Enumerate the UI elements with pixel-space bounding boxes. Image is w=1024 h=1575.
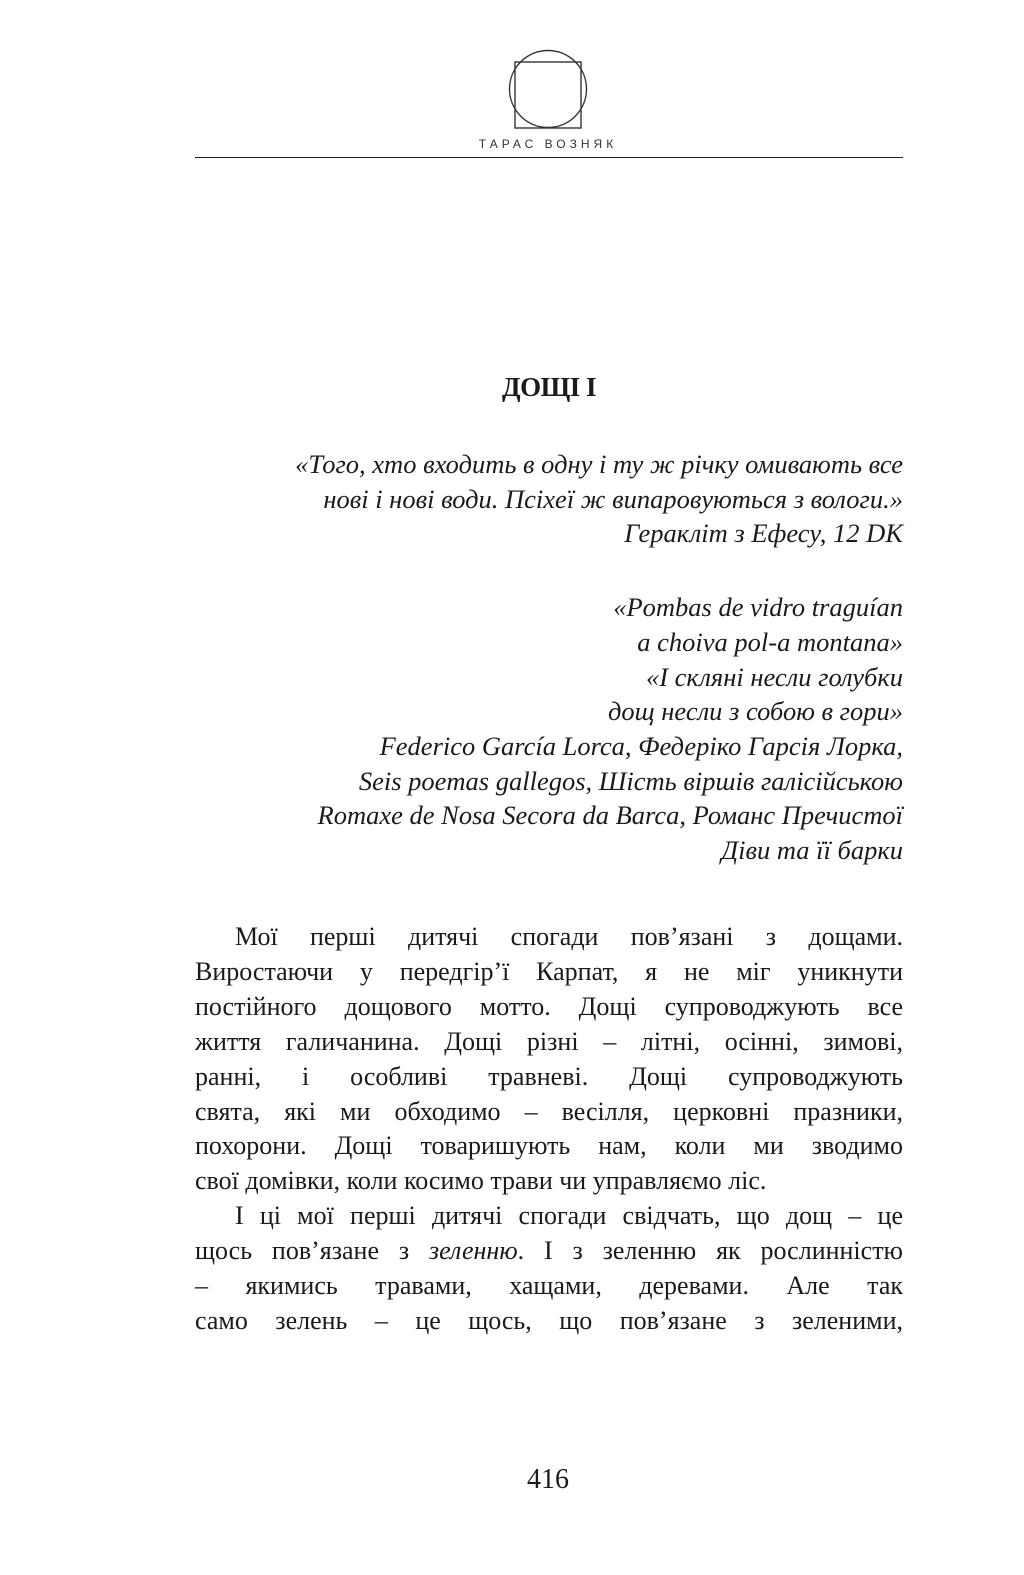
text-line: – якимись травами, хащами, деревами. Але так: [195, 1271, 903, 1301]
epigraph-attribution: Діви та її барки: [721, 835, 903, 866]
text-line: Мої перші дитячі спогади пов’язані з дощами.: [235, 922, 903, 951]
author-logo: [508, 48, 588, 130]
epigraph-attribution: Seis poemas gallegos, Шість віршів галісійською: [358, 765, 903, 796]
text-line: Виростаючи у передгір’ї Карпат, я не міг уникнути: [195, 956, 903, 986]
text-line: свої домівки, коли косимо трави чи управляємо ліс.: [195, 1166, 767, 1196]
paragraph-1: [195, 920, 903, 1199]
epigraph-line: «І скляні несли голубки: [645, 661, 903, 692]
epigraph-line: a choiva pol-a montana»: [637, 626, 903, 657]
epigraph-line: нові і нові води. Псіхеї ж випаровуються з вологи.»: [323, 483, 903, 514]
epigraph-line: дощ несли з собою в гори»: [607, 696, 903, 727]
epigraph-line: «Pombas de vidro traguían: [613, 592, 903, 623]
running-header-author: ТАРАС ВОЗНЯК: [478, 137, 618, 151]
text-line: [195, 1234, 903, 1269]
text-line: життя галичанина. Дощі різні – літні, осінні, зимові,: [195, 1026, 903, 1056]
epigraph-attribution: Federico García Lorca, Федеріко Гарсія Лорка,: [379, 730, 903, 761]
page-number: 416: [527, 1464, 569, 1495]
body-text: [195, 920, 903, 1339]
epigraph-lorca: [195, 590, 903, 868]
text-run: . І з зеленню як рослинністю: [517, 1236, 903, 1266]
emphasis: зеленню: [428, 1236, 518, 1266]
text-line: ранні, і особливі травневі. Дощі супроводжують: [195, 1061, 903, 1091]
text-line: само зелень – це щось, що пов’язане з зеленими,: [195, 1305, 903, 1335]
epigraph-attribution: Romaxe de Nosa Secora da Barca, Романс Пречистої: [317, 800, 903, 831]
paragraph-2: [195, 1199, 903, 1339]
text-line: І ці мої перші дитячі спогади свідчать, що дощ – це: [235, 1201, 903, 1231]
epigraph-attribution: Геракліт з Ефесу, 12 DK: [624, 518, 903, 549]
header-divider: [195, 157, 903, 158]
epigraph-line: «Того, хто входить в одну і ту ж річку омивають все: [295, 449, 903, 479]
text-run: щось пов’язане з: [195, 1236, 429, 1266]
chapter-title: ДОЩІ І: [502, 372, 596, 402]
text-line: постійного дощового мотто. Дощі супроводжують все: [195, 991, 903, 1021]
epigraph-heraclitus: [195, 447, 903, 551]
text-line: свята, які ми обходимо – весілля, церковні празники,: [195, 1096, 903, 1126]
text-line: похорони. Дощі товаришують нам, коли ми зводимо: [195, 1131, 903, 1161]
epigraphs: [195, 447, 903, 868]
